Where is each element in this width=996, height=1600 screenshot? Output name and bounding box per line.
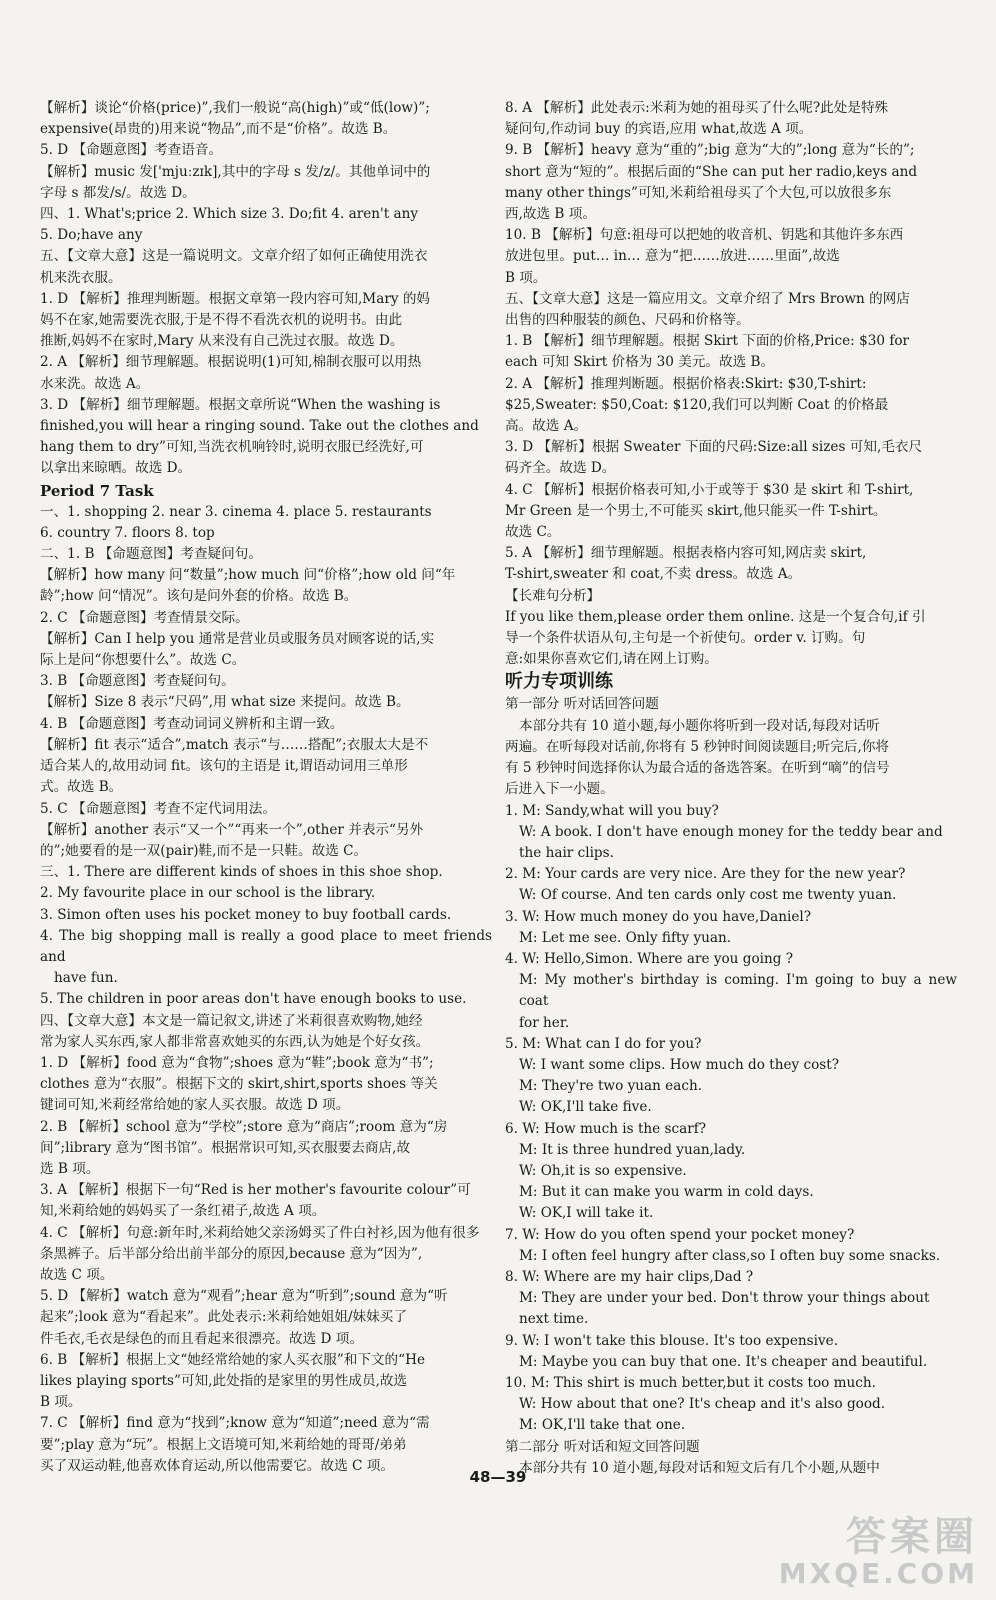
left-column	[40, 98, 492, 1477]
text-line: 2. A 【解析】推理判断题。根据价格表:Skirt: $30,T-shirt:	[505, 375, 867, 392]
text-line: 5. Do;have any	[40, 227, 143, 244]
text-line: 3. D 【解析】根据 Sweater 下面的尺码:Size:all sizes 可知,毛衣尺	[505, 439, 923, 456]
watermark-bottom: MXQE.COM	[778, 1557, 978, 1590]
text-line: 2. A 【解析】细节理解题。根据说明(1)可知,棉制衣服可以用热	[40, 354, 422, 371]
text-line: expensive(昂贵的)用来说“物品”,而不是“价格”。故选 B。	[40, 121, 397, 138]
text-line: 4. C 【解析】句意:新年时,米莉给她父亲汤姆买了件白衬衫,因为他有很多	[40, 1224, 480, 1241]
text-line: 7. W: How do you often spend your pocket money?	[505, 1226, 855, 1243]
text-line: 西,故选 B 项。	[505, 206, 596, 223]
text-line: 6. B 【解析】根据上文“她经常给她的家人买衣服”和下文的“He	[40, 1351, 426, 1368]
text-line: W: I want some clips. How much do they cost?	[519, 1056, 840, 1073]
text-line: clothes 意为“衣服”。根据下文的 skirt,shirt,sports shoes 等关	[40, 1076, 438, 1093]
text-line: 要”;play 意为“玩”。根据上文语境可知,米莉给她的哥哥/弟弟	[40, 1436, 407, 1453]
text-line: 4. The big shopping mall is really a good place to meet friends and	[40, 927, 492, 965]
text-line: 2. B 【解析】school 意为“学校”;store 意为“商店”;room 意为“房	[40, 1118, 448, 1135]
text-line: 意:如果你喜欢它们,请在网上订购。	[505, 651, 718, 668]
text-line: 龄”;how 问“情况”。该句是问外套的价格。故选 B。	[40, 588, 358, 605]
text-line: M: I often feel hungry after class,so I often buy some snacks.	[519, 1247, 941, 1264]
text-line: 2. C 【命题意图】考查情景交际。	[40, 609, 249, 626]
text-line: 四、1. What's;price 2. Which size 3. Do;fit 4. aren't any	[40, 206, 419, 223]
text-line: have fun.	[54, 970, 118, 987]
text-line: 字母 s 都发/s/。故选 D。	[40, 184, 196, 201]
text-line: 二、1. B 【命题意图】考查疑问句。	[40, 546, 262, 563]
text-line: 5. C 【命题意图】考查不定代词用法。	[40, 800, 276, 817]
text-line: M: Maybe you can buy that one. It's cheaper and beautiful.	[519, 1353, 928, 1370]
text-line: 9. W: I won't take this blouse. It's too expensive.	[505, 1332, 839, 1349]
text-line: 第一部分 听对话回答问题	[505, 696, 659, 713]
text-line: 三、1. There are different kinds of shoes in this shoe shop.	[40, 864, 443, 881]
text-line: 5. The children in poor areas don't have enough books to use.	[40, 991, 467, 1008]
text-line: T-shirt,sweater 和 coat,不卖 dress。故选 A。	[505, 566, 802, 583]
text-line: 第二部分 听对话和短文回答问题	[505, 1438, 700, 1455]
text-line: 5. A 【解析】细节理解题。根据表格内容可知,网店卖 skirt,	[505, 545, 867, 562]
text-line: 3. Simon often uses his pocket money to buy football cards.	[40, 906, 452, 923]
text-line: 6. W: How much is the scarf?	[505, 1120, 707, 1137]
text-line: 2. My favourite place in our school is the library.	[40, 885, 376, 902]
text-line: likes playing sports”可知,此处指的是家里的男性成员,故选	[40, 1372, 408, 1389]
text-line: 10. M: This shirt is much better,but it costs too much.	[505, 1374, 876, 1391]
text-line: next time.	[519, 1311, 589, 1328]
text-line: W: OK,I'll take five.	[519, 1099, 652, 1116]
text-line: 【解析】music 发['mjuːzɪk],其中的字母 s 发/z/。其他单词中的	[40, 163, 431, 180]
text-line: 条黑裤子。后半部分给出前半部分的原因,because 意为“因为”,	[40, 1245, 423, 1262]
text-line: 8. W: Where are my hair clips,Dad ?	[505, 1268, 754, 1285]
text-line: 四、【文章大意】本文是一篇记叙文,讲述了米莉很喜欢购物,她经	[40, 1012, 423, 1029]
text-line: 推断,妈妈不在家时,Mary 从来没有自己洗过衣服。故选 D。	[40, 333, 404, 350]
text-line: W: Of course. And ten cards only cost me twenty yuan.	[519, 887, 897, 904]
text-line: 一、1. shopping 2. near 3. cinema 4. place 5. restaurants	[40, 503, 432, 520]
text-line: 五、【文章大意】这是一篇说明文。文章介绍了如何正确使用洗衣	[40, 248, 428, 265]
text-line: 9. B 【解析】heavy 意为“重的”;big 意为“大的”;long 意为“长的”;	[505, 142, 915, 159]
watermark-logo	[779, 1515, 978, 1589]
text-line: 式。故选 B。	[40, 779, 123, 796]
text-line: 1. M: Sandy,what will you buy?	[505, 802, 719, 819]
text-line: B 项。	[505, 269, 547, 286]
text-line: 常为家人买东西,家人都非常喜欢她买的东西,认为她是个好女孩。	[40, 1033, 430, 1050]
text-line: the hair clips.	[519, 844, 614, 861]
text-line: 1. B 【解析】细节理解题。根据 Skirt 下面的价格,Price: $30 for	[505, 333, 910, 350]
text-line: 疑问句,作动词 buy 的宾语,应用 what,故选 A 项。	[505, 121, 813, 138]
text-line: for her.	[519, 1014, 570, 1031]
text-line: short 意为“短的”。根据后面的“She can put her radio,keys and	[505, 163, 918, 180]
watermark-top: 答案圈	[846, 1514, 978, 1560]
text-line: 5. D 【解析】watch 意为“观看”;hear 意为“听到”;sound 意为“听	[40, 1288, 448, 1305]
text-line: hang them to dry”可知,当洗衣机响铃时,说明衣服已经洗好,可	[40, 439, 424, 456]
text-line: Mr Green 是一个男士,不可能买 skirt,他只能买一件 T-shirt。	[505, 502, 887, 519]
text-line: 听力专项训练	[505, 671, 613, 693]
text-line: 3. W: How much money do you have,Daniel?	[505, 908, 812, 925]
text-line: W: Oh,it is so expensive.	[519, 1162, 687, 1179]
text-line: 7. C 【解析】find 意为“找到”;know 意为“知道”;need 意为“需	[40, 1415, 430, 1432]
text-line: M: It is three hundred yuan,lady.	[519, 1141, 746, 1158]
text-line: 10. B 【解析】句意:祖母可以把她的收音机、钥匙和其他许多东西	[505, 227, 904, 244]
text-line: 【长难句分析】	[505, 587, 601, 604]
text-line: 有 5 秒钟时间选择你认为最合适的备选答案。在听到“嘀”的信号	[505, 760, 890, 777]
text-line: 3. A 【解析】根据下一句“Red is her mother's favourite colour”可	[40, 1182, 471, 1199]
text-line: 妈不在家,她需要洗衣服,于是不得不看洗衣机的说明书。由此	[40, 312, 403, 329]
text-line: 五、【文章大意】这是一篇应用文。文章介绍了 Mrs Brown 的网店	[505, 290, 910, 307]
text-line: M: They are under your bed. Don't throw your things about	[519, 1290, 930, 1307]
text-line: 【解析】谈论“价格(price)”,我们一般说“高(high)”或“低(low)”;	[40, 100, 430, 116]
text-line: 机来洗衣服。	[40, 269, 122, 286]
text-line: 3. B 【命题意图】考查疑问句。	[40, 673, 235, 690]
text-line: 5. M: What can I do for you?	[505, 1035, 702, 1052]
text-line: 买了双运动鞋,他喜欢体育运动,所以他需要它。故选 C 项。	[40, 1457, 394, 1474]
text-line: 导一个条件状语从句,主句是一个祈使句。order v. 订购。句	[505, 630, 866, 647]
text-line: If you like them,please order them online. 这是一个复合句,if 引	[505, 608, 926, 625]
text-line: 的”;她要看的是一双(pair)鞋,而不是一只鞋。故选 C。	[40, 842, 368, 859]
text-line: 故选 C。	[505, 524, 561, 541]
text-line: 5. D 【命题意图】考查语音。	[40, 142, 223, 159]
text-line: 4. C 【解析】根据价格表可知,小于或等于 $30 是 skirt 和 T-shirt,	[505, 481, 914, 498]
text-line: 4. B 【命题意图】考查动词词义辨析和主谓一致。	[40, 715, 344, 732]
text-line: 键词可知,米莉经常给她的家人买衣服。故选 D 项。	[40, 1097, 350, 1114]
text-line: M: They're two yuan each.	[519, 1078, 703, 1095]
text-line: 高。故选 A。	[505, 418, 588, 435]
text-line: $25,Sweater: $50,Coat: $120,我们可以判断 Coat 的价格最	[505, 396, 889, 413]
text-line: 3. D 【解析】细节理解题。根据文章所说“When the washing is	[40, 396, 441, 413]
right-column	[505, 98, 957, 1479]
text-line: 间”;library 意为“图书馆”。根据常识可知,买衣服要去商店,故	[40, 1139, 411, 1156]
text-line: 本部分共有 10 道小题,每小题你将听到一段对话,每段对话听	[519, 717, 880, 734]
text-line: 【解析】fit 表示“适合”,match 表示“与……搭配”;衣服太大是不	[40, 736, 429, 753]
text-line: 际上是问“你想要什么”。故选 C。	[40, 652, 246, 669]
text-line: finished,you will hear a ringing sound. Take out the clothes and	[40, 418, 479, 435]
text-line: many other things”可知,米莉给祖母买了个大包,可以放很多东	[505, 184, 892, 201]
text-line: 以拿出来晾晒。故选 D。	[40, 460, 192, 477]
text-line: M: OK,I'll take that one.	[519, 1417, 686, 1434]
text-line: 出售的四种服装的颜色、尺码和价格等。	[505, 312, 750, 329]
text-line: 放进包里。put… in… 意为“把……放进……里面”,故选	[505, 248, 840, 265]
page-number: 48—39	[469, 1468, 527, 1486]
text-line: 1. D 【解析】推理判断题。根据文章第一段内容可知,Mary 的妈	[40, 290, 431, 307]
text-line: W: A book. I don't have enough money for the teddy bear and	[519, 823, 943, 840]
text-line: 8. A 【解析】此处表示:米莉为她的祖母买了什么呢?此处是特殊	[505, 100, 889, 116]
text-line: W: How about that one? It's cheap and it's also good.	[519, 1396, 886, 1413]
text-line: 后进入下一小题。	[505, 781, 614, 798]
text-line: B 项。	[40, 1394, 82, 1411]
text-line: each 可知 Skirt 价格为 30 美元。故选 B。	[505, 354, 775, 371]
text-line: 6. country 7. floors 8. top	[40, 524, 215, 541]
text-line: 水来洗。故选 A。	[40, 375, 150, 392]
text-line: 起来”;look 意为“看起来”。此处表示:米莉给她姐姐/妹妹买了	[40, 1309, 407, 1326]
text-line: 故选 C 项。	[40, 1266, 114, 1283]
text-line: 知,米莉给她的妈妈买了一条红裙子,故选 A 项。	[40, 1203, 326, 1220]
text-line: M: But it can make you warm in cold days.	[519, 1184, 814, 1201]
text-line: 适合某人的,故用动词 fit。该句的主语是 it,谓语动词用三单形	[40, 758, 408, 775]
text-line: 码齐全。故选 D。	[505, 460, 616, 477]
text-line: M: Let me see. Only fifty yuan.	[519, 929, 732, 946]
text-line: 2. M: Your cards are very nice. Are they for the new year?	[505, 866, 906, 883]
text-line: 两遍。在听每段对话前,你将有 5 秒钟时间阅读题目;听完后,你将	[505, 738, 889, 755]
text-line: 件毛衣,毛衣是绿色的而且看起来很漂亮。故选 D 项。	[40, 1330, 363, 1347]
text-line: 1. D 【解析】food 意为“食物”;shoes 意为“鞋”;book 意为“书”;	[40, 1054, 434, 1071]
text-line: W: OK,I will take it.	[519, 1205, 654, 1222]
text-line: 本部分共有 10 道小题,每段对话和短文后有几个小题,从题中	[519, 1459, 880, 1476]
text-line: 4. W: Hello,Simon. Where are you going ?	[505, 950, 794, 967]
text-line: Period 7 Task	[40, 481, 154, 500]
text-line: 【解析】another 表示“又一个”“再来一个”,other 并表示“另外	[40, 821, 424, 838]
text-line: 【解析】Can I help you 通常是营业员或服务员对顾客说的话,实	[40, 630, 435, 647]
text-line: 【解析】Size 8 表示“尺码”,用 what size 来提问。故选 B。	[40, 694, 410, 711]
text-line: 选 B 项。	[40, 1160, 100, 1177]
text-line: 【解析】how many 问“数量”;how much 问“价格”;how old 问“年	[40, 567, 456, 584]
text-line: M: My mother's birthday is coming. I'm going to buy a new coat	[519, 972, 957, 1010]
